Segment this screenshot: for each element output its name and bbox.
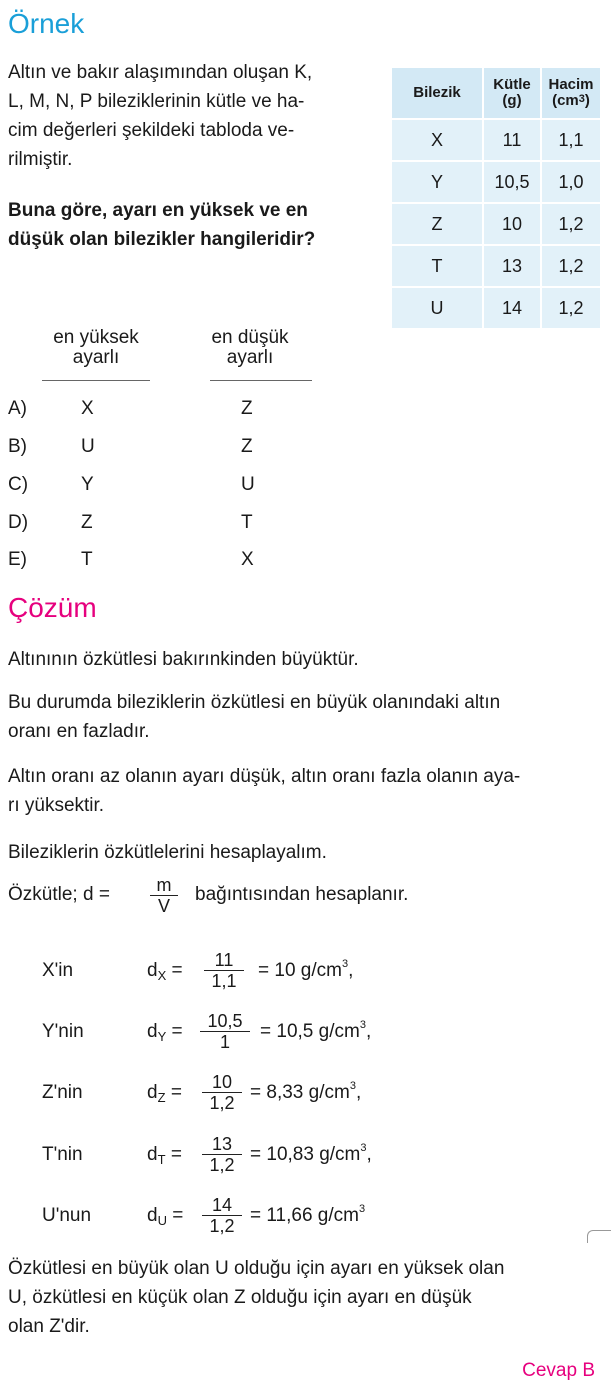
calc-sub: U: [157, 1213, 167, 1228]
example-text-line: Altın ve bakır alaşımından oluşan K,: [8, 62, 313, 83]
calc-fraction: [202, 1072, 242, 1113]
option-letter[interactable]: D): [8, 512, 29, 533]
example-text-line: L, M, N, P bileziklerinin kütle ve ha-: [8, 91, 305, 112]
calc-label: X'in: [42, 960, 74, 981]
cell-name: Y: [392, 162, 482, 202]
calc-result-text: = 8,33 g/cm: [250, 1082, 350, 1103]
calc-fraction: [202, 1195, 242, 1236]
calc-result-sup: 3: [360, 1142, 367, 1154]
calc-numerator: 10,5: [207, 1011, 243, 1031]
calc-sub: Y: [157, 1029, 167, 1044]
calc-denominator: 1: [219, 1032, 230, 1052]
question-line: düşük olan bilezikler hangileridir?: [8, 229, 316, 250]
option-letter[interactable]: E): [8, 549, 27, 570]
calc-result-tail: ,: [365, 1021, 372, 1042]
option-letter[interactable]: B): [8, 436, 27, 457]
formula-fraction: [150, 875, 178, 916]
calc-d: d: [147, 960, 158, 981]
solution-p3-line: rı yüksektir.: [8, 795, 105, 816]
cell-mass: 14: [484, 288, 540, 328]
header-hacim-label: Hacim: [548, 76, 594, 93]
calc-result-text: = 11,66 g/cm: [250, 1205, 359, 1226]
cell-volume: 1,0: [542, 162, 600, 202]
formula-prefix: Özkütle; d =: [8, 884, 110, 905]
cell-volume: 1,2: [542, 204, 600, 244]
calc-label: Y'nin: [42, 1021, 84, 1042]
cell-volume: 1,2: [542, 246, 600, 286]
col-low-underline: [210, 380, 312, 381]
solution-p3-line: Altın oranı az olanın ayarı düşük, altın oranı fazla olanın aya-: [8, 766, 521, 787]
calc-numerator: 10: [211, 1072, 233, 1092]
formula-numerator: m: [156, 875, 172, 895]
calc-result-text: = 10,83 g/cm: [250, 1144, 361, 1165]
calc-label: Z'nin: [42, 1082, 83, 1103]
calc-result: [258, 960, 353, 982]
hacim-unit-text: (cm: [552, 92, 579, 109]
table-row: [392, 204, 600, 244]
cell-name: Z: [392, 204, 482, 244]
col-high-underline: [42, 380, 150, 381]
question-line: Buna göre, ayarı en yüksek ve en: [8, 200, 308, 221]
formula-suffix: bağıntısından hesaplanır.: [195, 884, 409, 905]
col-low-line-1: en düşük: [211, 327, 289, 348]
calc-sub: Z: [157, 1090, 166, 1105]
calc-d: d: [147, 1144, 158, 1165]
calc-denominator: 1,2: [209, 1216, 235, 1236]
calc-eq: =: [171, 960, 183, 981]
hacim-unit-close: ): [584, 92, 590, 109]
header-bilezik-label: Bilezik: [413, 84, 461, 101]
solution-p1: Altınının özkütlesi bakırınkinden büyüktür.: [8, 649, 359, 670]
calc-label: T'nin: [42, 1144, 83, 1165]
option-high: Z: [81, 512, 93, 533]
calc-result-text: = 10,5 g/cm: [260, 1021, 360, 1042]
option-high: T: [81, 549, 93, 570]
option-high: Y: [81, 474, 94, 495]
calc-fraction: [204, 950, 244, 991]
calc-sub: X: [157, 968, 167, 983]
calc-result-sup: 3: [359, 1019, 366, 1031]
cell-name: U: [392, 288, 482, 328]
example-text: [8, 58, 312, 174]
calc-fraction: [202, 1134, 242, 1175]
conclusion-line: Özkütlesi en büyük olan U olduğu için ayarı en yüksek olan: [8, 1258, 505, 1279]
calc-result-sup: 3: [341, 958, 349, 970]
solution-heading: Çözüm: [8, 592, 97, 623]
question-text: [8, 196, 315, 254]
header-kutle-unit: (g): [502, 92, 522, 109]
header-kutle-label: Kütle: [493, 76, 531, 93]
table-row: [392, 246, 600, 286]
calc-label: U'nun: [42, 1205, 92, 1226]
option-low: T: [241, 512, 253, 533]
calc-eq: =: [170, 1082, 182, 1103]
header-hacim-unit: [542, 93, 600, 109]
solution-p3: [8, 762, 520, 820]
calc-result-tail: ,: [348, 960, 354, 981]
page-corner-mark: [587, 1230, 611, 1243]
calc-result: [250, 1205, 365, 1227]
table-row: [392, 120, 600, 160]
example-heading: Örnek: [8, 8, 85, 39]
conclusion-line: U, özkütlesi en küçük olan Z olduğu için ayarı en düşük: [8, 1287, 472, 1308]
table-row: [392, 288, 600, 328]
cell-volume: 1,2: [542, 288, 600, 328]
example-text-line: cim değerleri şekildeki tabloda ve-: [8, 120, 295, 141]
solution-conclusion: [8, 1254, 504, 1341]
cell-name: T: [392, 246, 482, 286]
option-letter[interactable]: C): [8, 474, 29, 495]
option-low: X: [241, 549, 254, 570]
calc-sub: T: [157, 1152, 166, 1167]
calc-symbol: [147, 960, 183, 983]
solution-p2-line: oranı en fazladır.: [8, 721, 150, 742]
option-low: Z: [241, 398, 253, 419]
solution-p4: Bileziklerin özkütlelerini hesaplayalım.: [8, 842, 327, 863]
cell-mass: 11: [484, 120, 540, 160]
calc-numerator: 11: [214, 950, 234, 970]
calc-result: [260, 1021, 371, 1043]
conclusion-line: olan Z'dir.: [8, 1316, 90, 1337]
calc-numerator: 13: [211, 1134, 233, 1154]
calc-denominator: 1,1: [211, 971, 237, 991]
calc-symbol: [147, 1205, 183, 1228]
cell-name: X: [392, 120, 482, 160]
calc-d: d: [147, 1205, 158, 1226]
header-hacim: [542, 68, 600, 118]
option-col-high: [40, 328, 152, 368]
example-text-line: rilmiştir.: [8, 149, 73, 170]
col-low-line-2: ayarlı: [226, 347, 274, 368]
option-low: Z: [241, 436, 253, 457]
cell-volume: 1,1: [542, 120, 600, 160]
cell-mass: 10: [484, 204, 540, 244]
option-col-low: [194, 328, 306, 368]
bracelet-table: [390, 66, 602, 330]
calc-result-sup: 3: [349, 1080, 356, 1092]
calc-result: [250, 1144, 372, 1166]
calc-symbol: [147, 1144, 182, 1167]
calc-denominator: 1,2: [209, 1093, 235, 1113]
calc-result-sup: 3: [358, 1203, 366, 1215]
calc-result-text: = 10 g/cm: [258, 960, 342, 981]
calc-numerator: 14: [211, 1195, 233, 1215]
calc-d: d: [147, 1021, 158, 1042]
cell-mass: 13: [484, 246, 540, 286]
option-letter[interactable]: A): [8, 398, 27, 419]
table-header-row: [392, 68, 600, 118]
option-high: U: [81, 436, 95, 457]
option-high: X: [81, 398, 94, 419]
formula-denominator: V: [157, 896, 170, 916]
col-high-line-1: en yüksek: [53, 327, 139, 348]
answer-label: Cevap B: [522, 1360, 595, 1381]
calc-denominator: 1,2: [209, 1155, 235, 1175]
calc-symbol: [147, 1021, 183, 1044]
calc-eq: =: [172, 1205, 184, 1226]
calc-eq: =: [171, 1021, 183, 1042]
table-row: [392, 162, 600, 202]
calc-eq: =: [170, 1144, 182, 1165]
calc-d: d: [147, 1082, 158, 1103]
col-high-line-2: ayarlı: [72, 347, 120, 368]
calc-result: [250, 1082, 361, 1104]
calc-result-tail: ,: [366, 1144, 372, 1165]
option-low: U: [241, 474, 255, 495]
solution-p2-line: Bu durumda bileziklerin özkütlesi en büyük olanındaki altın: [8, 692, 501, 713]
calc-symbol: [147, 1082, 182, 1105]
header-kutle: [484, 68, 540, 118]
cell-mass: 10,5: [484, 162, 540, 202]
header-bilezik: [392, 68, 482, 118]
calc-fraction: [200, 1011, 250, 1052]
solution-p2: [8, 688, 500, 746]
hacim-unit-sup: 3: [578, 93, 585, 105]
calc-result-tail: ,: [355, 1082, 362, 1103]
